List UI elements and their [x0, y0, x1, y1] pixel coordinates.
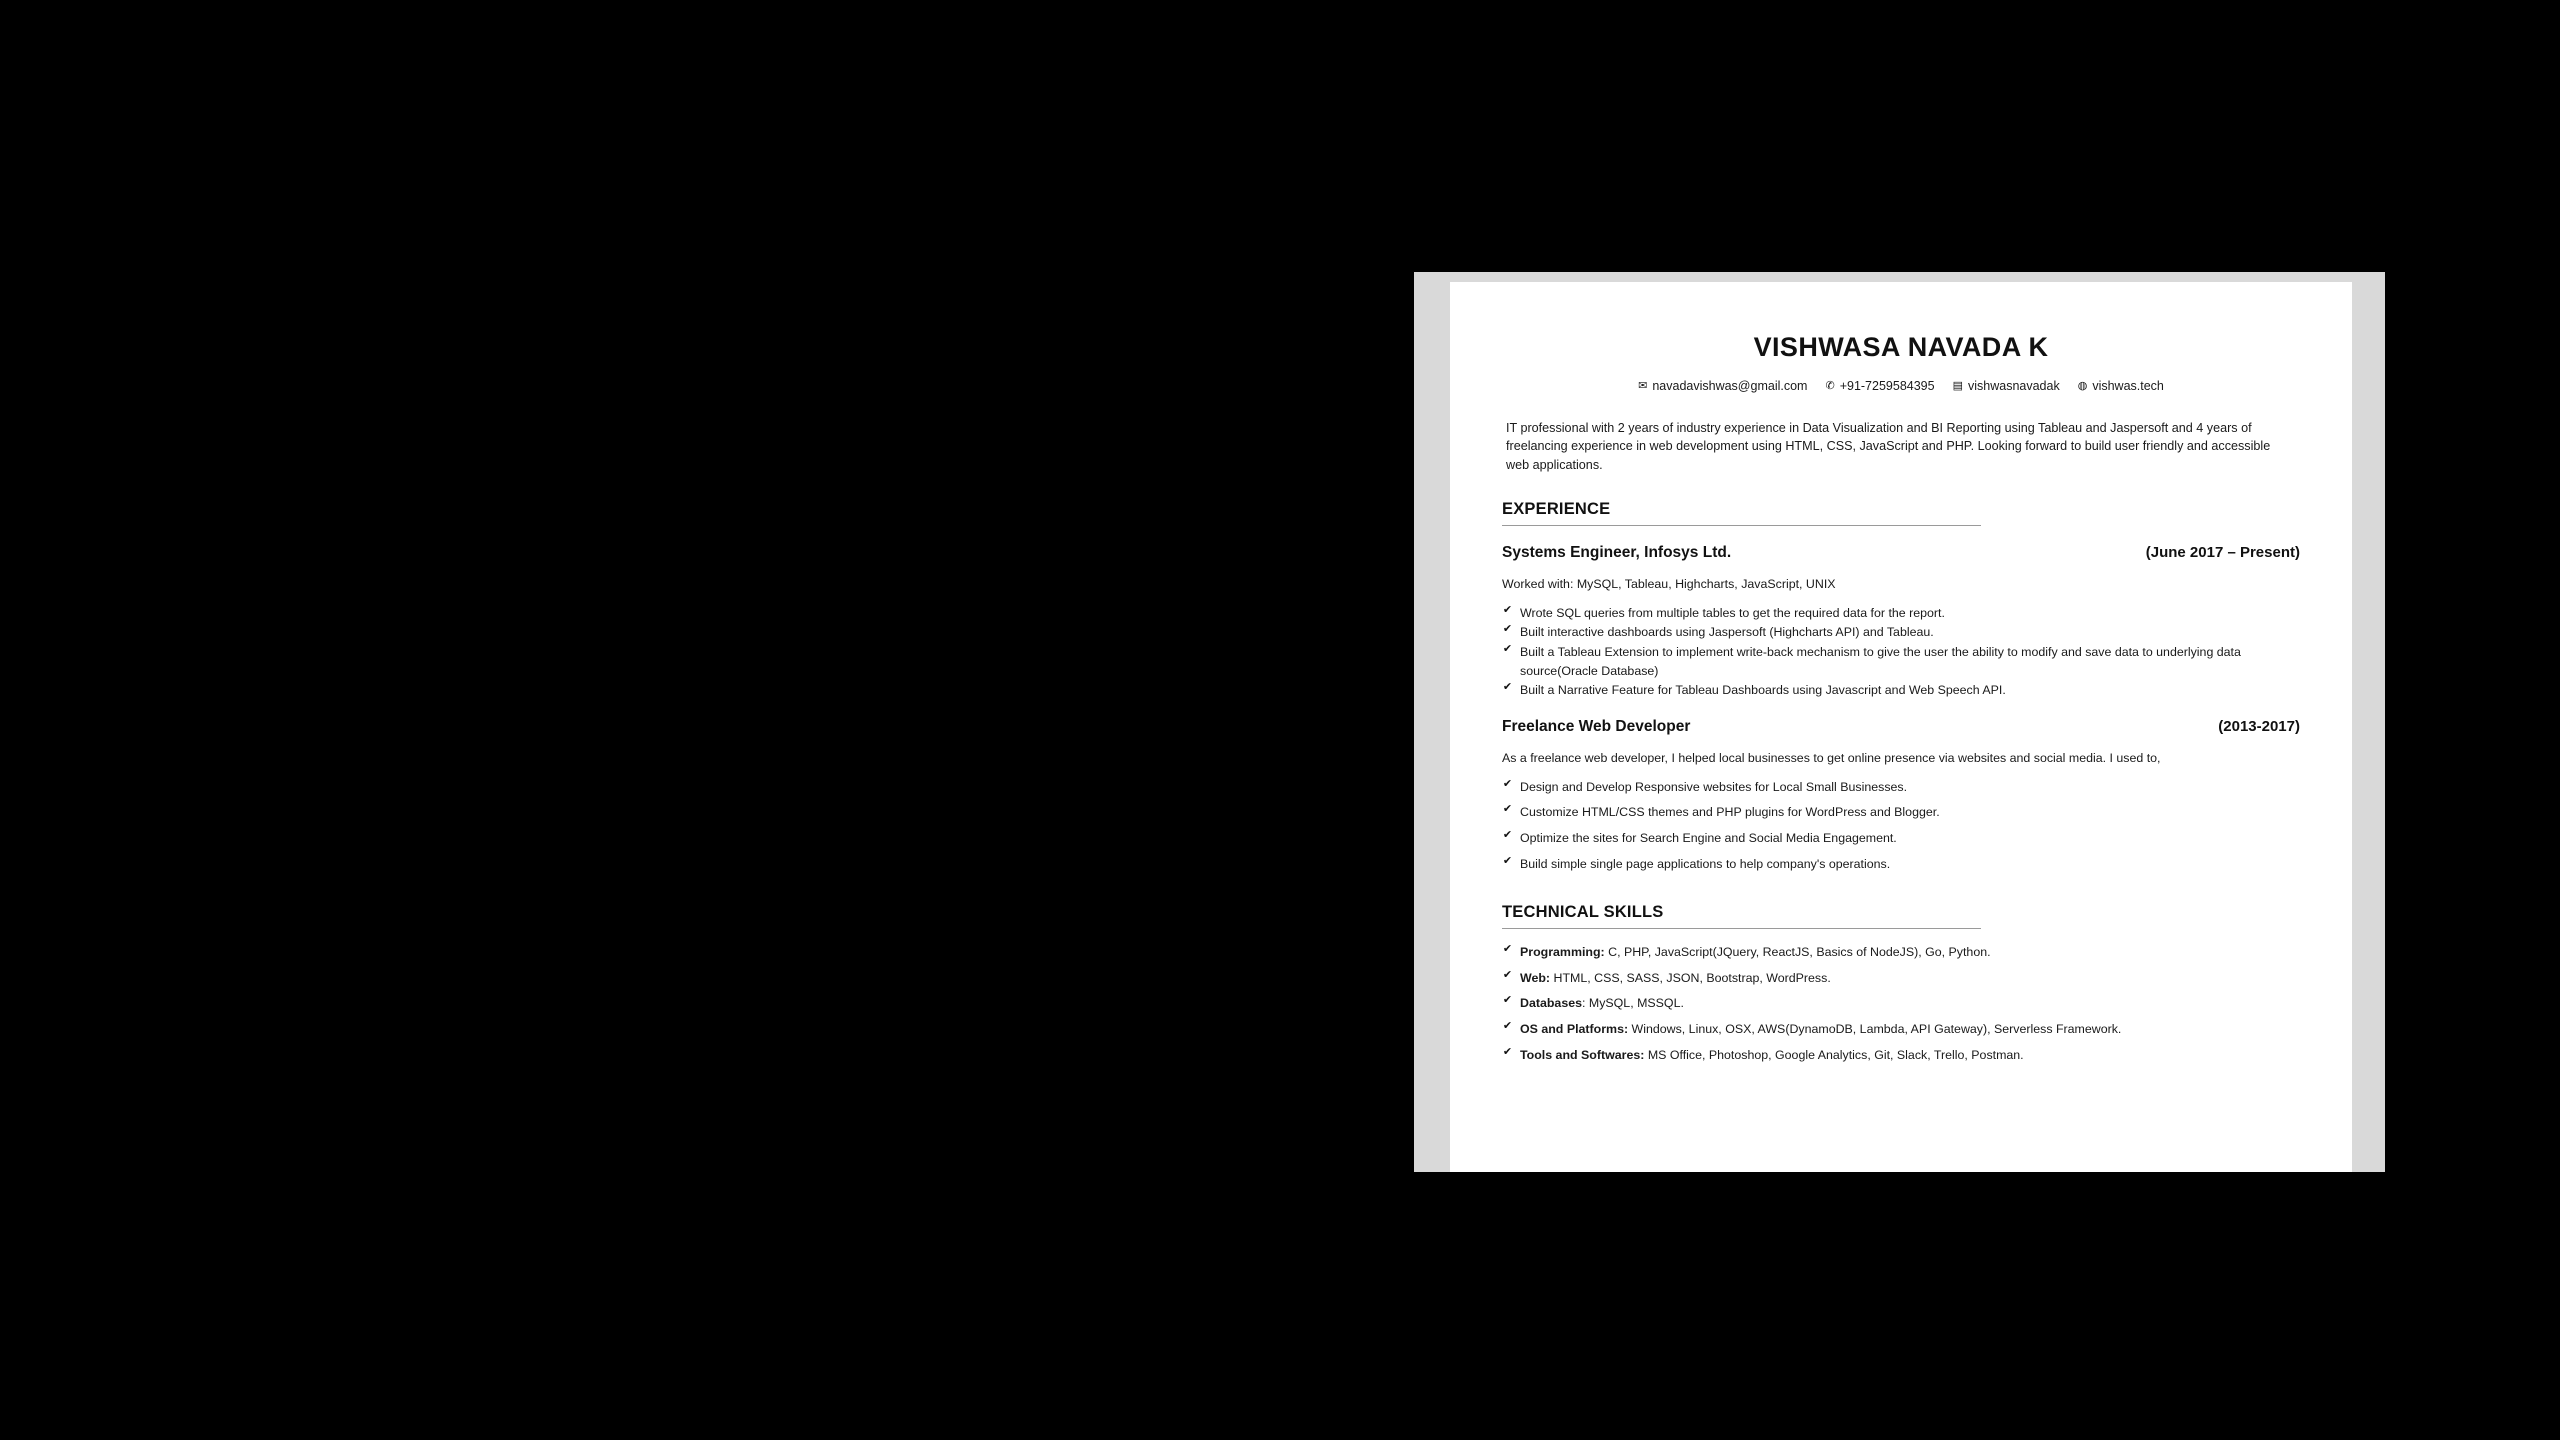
list-item	[1502, 943, 2300, 962]
list-item	[1502, 855, 2300, 874]
job-header	[1502, 544, 2300, 562]
resume-page	[1450, 282, 2352, 1172]
phone-icon: ✆	[1825, 379, 1835, 392]
list-item	[1502, 969, 2300, 988]
list-item-text: Built a Narrative Feature for Tableau Dashboards using Javascript and Web Speech API.	[1520, 683, 2006, 698]
skill-label: Web:	[1520, 970, 1551, 985]
job-entry	[1502, 718, 2300, 873]
skill-label: Tools and Softwares:	[1520, 1047, 1645, 1062]
skill-value: C, PHP, JavaScript(JQuery, ReactJS, Basics of NodeJS), Go, Python.	[1604, 945, 1991, 960]
list-item	[1502, 604, 2300, 623]
check-icon: ✔	[1502, 681, 1513, 694]
list-item	[1502, 1020, 2300, 1039]
check-icon: ✔	[1502, 994, 1513, 1007]
list-item-text: Built interactive dashboards using Jaspersoft (Highcharts API) and Tableau.	[1520, 625, 1934, 640]
job-bullet-list	[1502, 778, 2300, 873]
contact-email[interactable]	[1638, 379, 1807, 393]
job-dates: (2013-2017)	[2218, 717, 2300, 735]
job-header	[1502, 718, 2300, 736]
section-technical-skills	[1502, 903, 2300, 1064]
check-icon: ✔	[1502, 854, 1513, 867]
list-item	[1502, 643, 2300, 680]
check-icon: ✔	[1502, 968, 1513, 981]
check-icon: ✔	[1502, 828, 1513, 841]
section-divider	[1502, 525, 1981, 526]
section-title-technical-skills: TECHNICAL SKILLS	[1502, 903, 1664, 922]
list-item	[1502, 681, 2300, 700]
contact-linkedin[interactable]	[1953, 379, 2060, 393]
check-icon: ✔	[1502, 777, 1513, 790]
check-icon: ✔	[1502, 603, 1513, 616]
list-item-text: Wrote SQL queries from multiple tables to get the required data for the report.	[1520, 605, 1945, 620]
list-item-text: Optimize the sites for Search Engine and Social Media Engagement.	[1520, 830, 1897, 845]
contact-website[interactable]	[2078, 379, 2164, 393]
linkedin-icon: ▤	[1952, 379, 1963, 392]
page-title: VISHWASA NAVADA K	[1753, 332, 2049, 362]
list-item	[1502, 778, 2300, 797]
check-icon: ✔	[1502, 1020, 1513, 1033]
list-item-text: Build simple single page applications to help company's operations.	[1520, 856, 1891, 871]
list-item	[1502, 803, 2300, 822]
list-item	[1502, 829, 2300, 848]
section-experience	[1502, 500, 2300, 873]
list-item-text: Customize HTML/CSS themes and PHP plugins for WordPress and Blogger.	[1520, 805, 1940, 820]
summary-paragraph: IT professional with 2 years of industry experience in Data Visualization and BI Reporting using Tableau and Jaspersoft and 4 years of freelancing experience in web development using HTML, CSS, JavaScript and PHP. Looking forward to build user friendly and accessible web applications.	[1506, 421, 2271, 472]
skill-label: Databases	[1520, 996, 1582, 1011]
skill-value: MS Office, Photoshop, Google Analytics, Git, Slack, Trello, Postman.	[1644, 1047, 2024, 1062]
check-icon: ✔	[1502, 642, 1513, 655]
list-item	[1502, 994, 2300, 1013]
list-item	[1502, 1046, 2300, 1065]
globe-icon: ◍	[2077, 379, 2088, 392]
job-bullet-list	[1502, 604, 2300, 700]
skills-list	[1502, 943, 2300, 1064]
list-item-text: Design and Develop Responsive websites for Local Small Businesses.	[1520, 779, 1908, 794]
skill-value: Windows, Linux, OSX, AWS(DynamoDB, Lambda, API Gateway), Serverless Framework.	[1628, 1022, 2122, 1037]
check-icon: ✔	[1502, 803, 1513, 816]
skill-value: HTML, CSS, SASS, JSON, Bootstrap, WordPress.	[1550, 970, 1831, 985]
contact-row	[1450, 379, 2352, 393]
job-meta: As a freelance web developer, I helped local businesses to get online presence via websites and social media. I used to,	[1502, 750, 2161, 765]
list-item	[1502, 623, 2300, 642]
job-entry	[1502, 544, 2300, 700]
skill-label: OS and Platforms:	[1520, 1022, 1629, 1037]
contact-email-text: navadavishwas@gmail.com	[1652, 379, 1808, 393]
list-item-text: Built a Tableau Extension to implement write-back mechanism to give the user the ability to modify and save data to underlying data source(Oracle Database)	[1520, 644, 2241, 678]
section-divider	[1502, 928, 1981, 929]
job-title: Freelance Web Developer	[1502, 717, 1691, 735]
job-meta: Worked with: MySQL, Tableau, Highcharts, JavaScript, UNIX	[1502, 576, 1836, 591]
document-viewport[interactable]	[1414, 272, 2385, 1172]
skill-label: Programming:	[1520, 945, 1605, 960]
contact-phone-text: +91-7259584395	[1839, 379, 1935, 393]
skill-value: : MySQL, MSSQL.	[1582, 996, 1684, 1011]
job-title: Systems Engineer, Infosys Ltd.	[1502, 543, 1732, 561]
section-title-experience: EXPERIENCE	[1502, 499, 1611, 518]
contact-linkedin-text: vishwasnavadak	[1967, 379, 2060, 393]
check-icon: ✔	[1502, 943, 1513, 956]
check-icon: ✔	[1502, 1045, 1513, 1058]
contact-website-text: vishwas.tech	[2092, 379, 2164, 393]
job-dates: (June 2017 – Present)	[2145, 543, 2300, 561]
check-icon: ✔	[1502, 623, 1513, 636]
contact-phone[interactable]	[1825, 379, 1934, 393]
envelope-icon: ✉	[1638, 379, 1648, 392]
